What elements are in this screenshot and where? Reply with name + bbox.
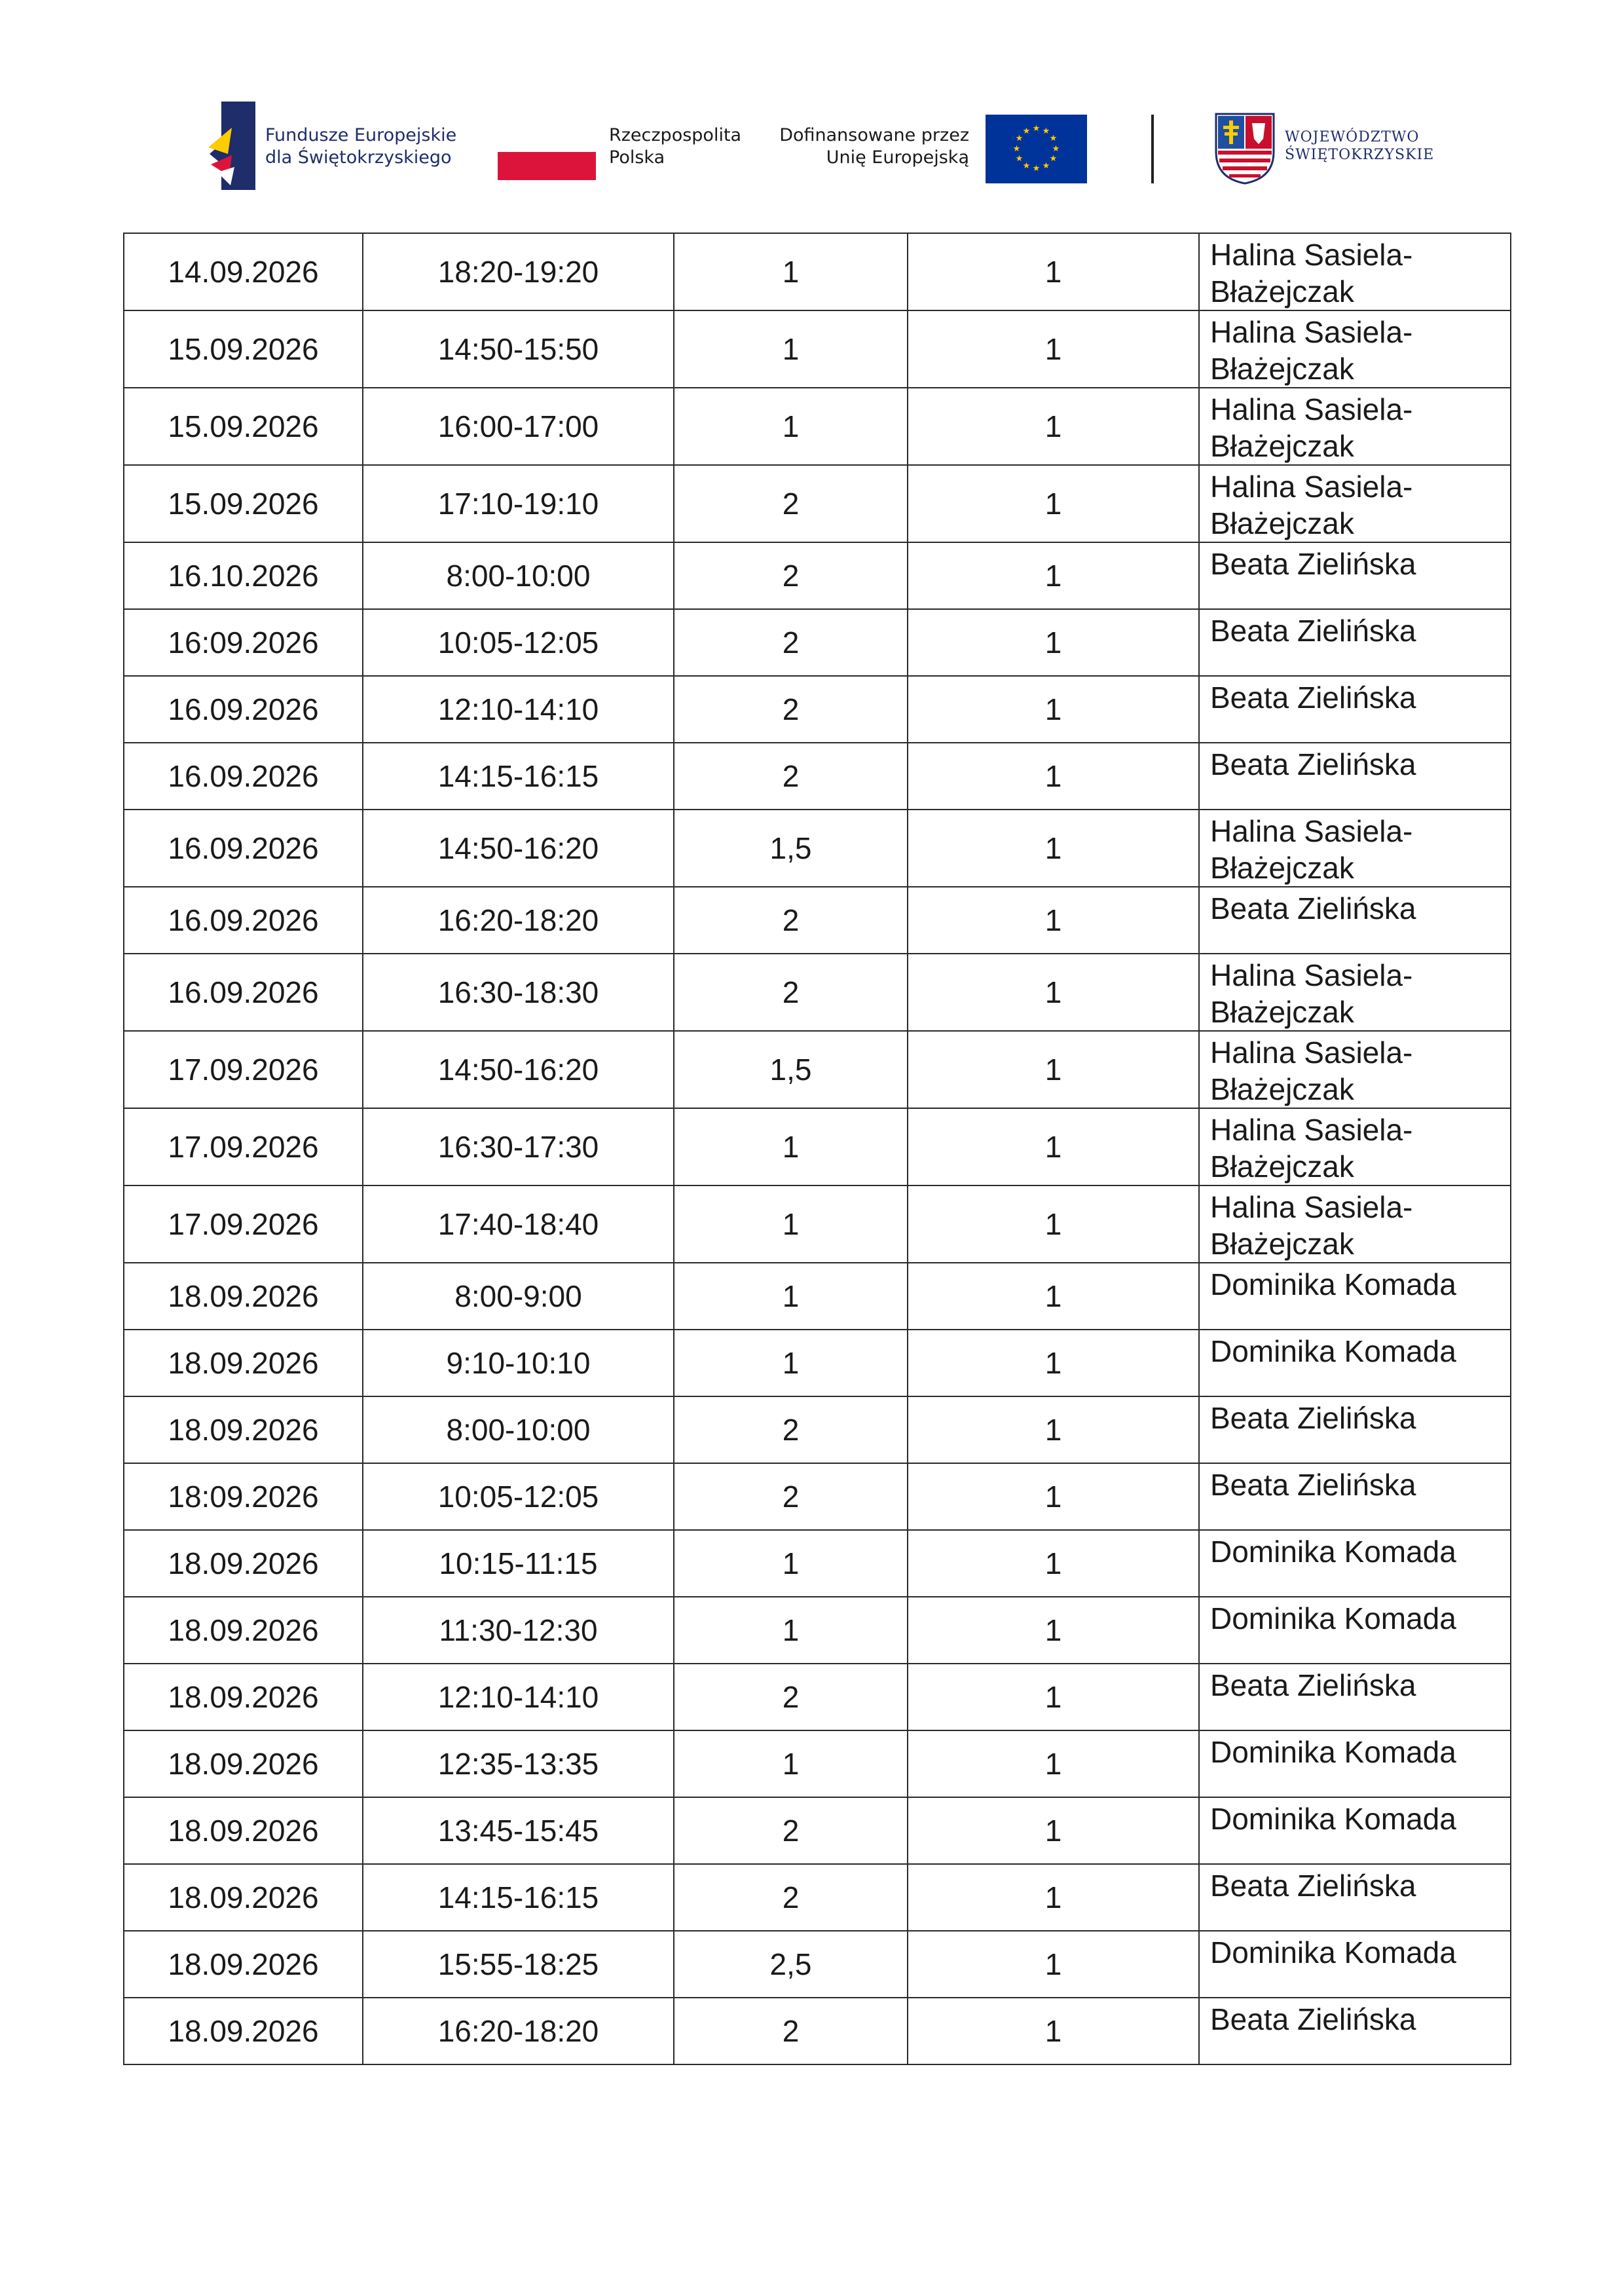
hours-cell: 2 [674, 1664, 908, 1730]
svg-text:★: ★ [1032, 164, 1041, 174]
table-row [124, 810, 1511, 887]
time-cell: 16:30-17:30 [363, 1108, 674, 1185]
teacher-cell [1199, 1330, 1511, 1396]
hours-cell: 2 [674, 1797, 908, 1864]
eu-flag-icon [986, 115, 1087, 183]
group-cell: 1 [908, 1396, 1199, 1463]
teacher-name-line: Beata Zielińska [1210, 614, 1416, 648]
teacher-cell [1199, 233, 1511, 310]
group-cell: 1 [908, 233, 1199, 310]
teacher-cell [1199, 1263, 1511, 1330]
date-cell: 17.09.2026 [124, 1108, 363, 1185]
group-cell: 1 [908, 1463, 1199, 1530]
table-row [124, 1263, 1511, 1330]
date-cell: 15.09.2026 [124, 388, 363, 465]
svg-text:★: ★ [1012, 144, 1021, 154]
eu-line-1: Dofinansowane przez [779, 125, 969, 145]
hours-cell: 2 [674, 1998, 908, 2064]
teacher-name-line: Błażejczak [1210, 1227, 1354, 1261]
teacher-name-line: Błażejczak [1210, 506, 1354, 540]
teacher-name-line: Błażejczak [1210, 429, 1354, 463]
teacher-name-line: Dominika Komada [1210, 1802, 1456, 1836]
hours-cell: 2 [674, 1396, 908, 1463]
date-cell: 16.09.2026 [124, 676, 363, 743]
fe-line-2: dla Świętokrzyskiego [265, 147, 452, 168]
table-row [124, 310, 1511, 388]
teacher-name-line: Dominika Komada [1210, 1935, 1456, 1969]
date-cell: 16.09.2026 [124, 954, 363, 1031]
time-cell: 14:50-15:50 [363, 310, 674, 388]
svg-text:★: ★ [1015, 154, 1024, 164]
table-row [124, 233, 1511, 310]
date-cell: 15.09.2026 [124, 465, 363, 542]
hours-cell: 2 [674, 954, 908, 1031]
fundusze-europejskie-logo-icon [208, 102, 255, 190]
table-row [124, 609, 1511, 676]
time-cell: 9:10-10:10 [363, 1330, 674, 1396]
hours-cell: 2 [674, 743, 908, 810]
time-cell: 16:30-18:30 [363, 954, 674, 1031]
wojewodztwo-text [1285, 128, 1434, 164]
teacher-name-line: Dominika Komada [1210, 1601, 1456, 1635]
group-cell: 1 [908, 1108, 1199, 1185]
time-cell: 13:45-15:45 [363, 1797, 674, 1864]
time-cell: 8:00-10:00 [363, 542, 674, 609]
hours-cell: 1 [674, 1185, 908, 1263]
date-cell: 18.09.2026 [124, 1263, 363, 1330]
teacher-cell [1199, 1931, 1511, 1998]
teacher-cell [1199, 609, 1511, 676]
date-cell: 17.09.2026 [124, 1031, 363, 1108]
teacher-name-line: Halina Sasiela- [1210, 814, 1413, 848]
teacher-name-line: Dominika Komada [1210, 1267, 1456, 1301]
group-cell: 1 [908, 1530, 1199, 1597]
coat-of-arms-icon [1215, 113, 1275, 185]
group-cell: 1 [908, 954, 1199, 1031]
date-cell: 18:09.2026 [124, 1463, 363, 1530]
teacher-cell [1199, 743, 1511, 810]
teacher-cell [1199, 310, 1511, 388]
group-cell: 1 [908, 810, 1199, 887]
teacher-name-line: Beata Zielińska [1210, 547, 1416, 581]
hours-cell: 1 [674, 310, 908, 388]
svg-text:★: ★ [1032, 124, 1041, 134]
time-cell: 12:35-13:35 [363, 1730, 674, 1797]
teacher-name-line: Dominika Komada [1210, 1735, 1456, 1769]
rzeczpospolita-text [609, 124, 741, 169]
table-row [124, 1530, 1511, 1597]
time-cell: 14:50-16:20 [363, 1031, 674, 1108]
table-row [124, 743, 1511, 810]
time-cell: 17:10-19:10 [363, 465, 674, 542]
table-row [124, 388, 1511, 465]
teacher-cell [1199, 1797, 1511, 1864]
group-cell: 1 [908, 1263, 1199, 1330]
teacher-name-line: Beata Zielińska [1210, 681, 1416, 715]
fundusze-europejskie-text [265, 124, 456, 169]
hours-cell: 1,5 [674, 1031, 908, 1108]
table-row [124, 1597, 1511, 1664]
pl-line-2: Polska [609, 147, 665, 168]
svg-text:★: ★ [1022, 126, 1031, 136]
teacher-cell [1199, 1031, 1511, 1108]
teacher-name-line: Halina Sasiela- [1210, 470, 1413, 504]
table-row [124, 1864, 1511, 1931]
hours-cell: 1 [674, 1330, 908, 1396]
teacher-cell [1199, 1530, 1511, 1597]
group-cell: 1 [908, 1998, 1199, 2064]
date-cell: 18.09.2026 [124, 1330, 363, 1396]
table-row [124, 1998, 1511, 2064]
date-cell: 18.09.2026 [124, 1664, 363, 1730]
group-cell: 1 [908, 542, 1199, 609]
teacher-cell [1199, 810, 1511, 887]
group-cell: 1 [908, 1864, 1199, 1931]
table-row [124, 1108, 1511, 1185]
teacher-cell [1199, 542, 1511, 609]
table-row [124, 954, 1511, 1031]
hours-cell: 2 [674, 887, 908, 954]
table-row [124, 676, 1511, 743]
teacher-name-line: Beata Zielińska [1210, 891, 1416, 925]
group-cell: 1 [908, 1185, 1199, 1263]
hours-cell: 1 [674, 233, 908, 310]
time-cell: 14:50-16:20 [363, 810, 674, 887]
group-cell: 1 [908, 1330, 1199, 1396]
teacher-name-line: Beata Zielińska [1210, 1668, 1416, 1702]
teacher-name-line: Beata Zielińska [1210, 1468, 1416, 1502]
hours-cell: 2 [674, 609, 908, 676]
table-row [124, 1664, 1511, 1730]
hours-cell: 2 [674, 1864, 908, 1931]
table-row [124, 1797, 1511, 1864]
svg-text:★: ★ [1052, 144, 1060, 154]
logo-strip [0, 0, 1624, 216]
woj-line-2: ŚWIĘTOKRZYSKIE [1285, 147, 1435, 163]
group-cell: 1 [908, 1031, 1199, 1108]
teacher-name-line: Błażejczak [1210, 274, 1354, 308]
hours-cell: 1 [674, 1730, 908, 1797]
time-cell: 11:30-12:30 [363, 1597, 674, 1664]
teacher-name-line: Halina Sasiela- [1210, 1036, 1413, 1070]
eu-line-2: Unię Europejską [826, 147, 969, 168]
teacher-name-line: Błażejczak [1210, 851, 1354, 885]
teacher-cell [1199, 954, 1511, 1031]
time-cell: 16:20-18:20 [363, 887, 674, 954]
group-cell: 1 [908, 1664, 1199, 1730]
woj-line-1: WOJEWÓDZTWO [1285, 129, 1420, 145]
hours-cell: 2 [674, 542, 908, 609]
teacher-name-line: Halina Sasiela- [1210, 1113, 1413, 1147]
group-cell: 1 [908, 1797, 1199, 1864]
group-cell: 1 [908, 609, 1199, 676]
teacher-cell [1199, 388, 1511, 465]
group-cell: 1 [908, 676, 1199, 743]
time-cell: 10:15-11:15 [363, 1530, 674, 1597]
group-cell: 1 [908, 1730, 1199, 1797]
date-cell: 18.09.2026 [124, 1931, 363, 1998]
hours-cell: 1 [674, 1597, 908, 1664]
teacher-cell [1199, 1185, 1511, 1263]
hours-cell: 1 [674, 1530, 908, 1597]
date-cell: 16.09.2026 [124, 743, 363, 810]
time-cell: 14:15-16:15 [363, 1864, 674, 1931]
teacher-name-line: Halina Sasiela- [1210, 1190, 1413, 1224]
hours-cell: 1 [674, 1263, 908, 1330]
date-cell: 18.09.2026 [124, 1797, 363, 1864]
group-cell: 1 [908, 743, 1199, 810]
teacher-name-line: Halina Sasiela- [1210, 238, 1413, 272]
time-cell: 17:40-18:40 [363, 1185, 674, 1263]
time-cell: 14:15-16:15 [363, 743, 674, 810]
date-cell: 16.09.2026 [124, 887, 363, 954]
teacher-cell [1199, 676, 1511, 743]
table-row [124, 1463, 1511, 1530]
time-cell: 10:05-12:05 [363, 1463, 674, 1530]
date-cell: 18.09.2026 [124, 1998, 363, 2064]
time-cell: 15:55-18:25 [363, 1931, 674, 1998]
table-row [124, 1931, 1511, 1998]
polish-flag-icon [498, 124, 596, 180]
teacher-name-line: Halina Sasiela- [1210, 958, 1413, 992]
schedule-table [123, 233, 1511, 2065]
table-row [124, 1730, 1511, 1797]
time-cell: 12:10-14:10 [363, 676, 674, 743]
svg-text:★: ★ [1042, 126, 1050, 136]
date-cell: 18.09.2026 [124, 1730, 363, 1797]
logo-divider [1151, 115, 1154, 183]
table-row [124, 1396, 1511, 1463]
teacher-cell [1199, 1998, 1511, 2064]
teacher-cell [1199, 1730, 1511, 1797]
time-cell: 16:00-17:00 [363, 388, 674, 465]
teacher-cell [1199, 1864, 1511, 1931]
date-cell: 18.09.2026 [124, 1530, 363, 1597]
svg-text:★: ★ [1042, 161, 1050, 171]
teacher-cell [1199, 1664, 1511, 1730]
date-cell: 17.09.2026 [124, 1185, 363, 1263]
table-row [124, 465, 1511, 542]
date-cell: 16.10.2026 [124, 542, 363, 609]
teacher-name-line: Halina Sasiela- [1210, 392, 1413, 426]
teacher-name-line: Beata Zielińska [1210, 747, 1416, 781]
teacher-name-line: Dominika Komada [1210, 1535, 1456, 1569]
schedule-body [124, 233, 1511, 2064]
time-cell: 16:20-18:20 [363, 1998, 674, 2064]
teacher-cell [1199, 1108, 1511, 1185]
svg-text:★: ★ [1049, 154, 1058, 164]
pl-line-1: Rzeczpospolita [609, 125, 742, 145]
date-cell: 14.09.2026 [124, 233, 363, 310]
teacher-name-line: Beata Zielińska [1210, 1401, 1416, 1435]
teacher-name-line: Beata Zielińska [1210, 1869, 1416, 1903]
date-cell: 18.09.2026 [124, 1396, 363, 1463]
date-cell: 16.09.2026 [124, 810, 363, 887]
hours-cell: 2 [674, 465, 908, 542]
teacher-name-line: Błażejczak [1210, 1149, 1354, 1184]
date-cell: 15.09.2026 [124, 310, 363, 388]
group-cell: 1 [908, 388, 1199, 465]
eu-cofinancing-text [773, 124, 969, 169]
time-cell: 10:05-12:05 [363, 609, 674, 676]
teacher-cell [1199, 1597, 1511, 1664]
svg-text:★: ★ [1015, 134, 1024, 143]
hours-cell: 2,5 [674, 1931, 908, 1998]
teacher-name-line: Błażejczak [1210, 1072, 1354, 1106]
group-cell: 1 [908, 1931, 1199, 1998]
time-cell: 18:20-19:20 [363, 233, 674, 310]
teacher-name-line: Błażejczak [1210, 995, 1354, 1029]
teacher-cell [1199, 1463, 1511, 1530]
hours-cell: 1 [674, 1108, 908, 1185]
group-cell: 1 [908, 465, 1199, 542]
hours-cell: 1 [674, 388, 908, 465]
teacher-name-line: Błażejczak [1210, 352, 1354, 386]
svg-text:★: ★ [1022, 161, 1031, 171]
teacher-name-line: Dominika Komada [1210, 1334, 1456, 1368]
teacher-cell [1199, 465, 1511, 542]
group-cell: 1 [908, 1597, 1199, 1664]
date-cell: 18.09.2026 [124, 1864, 363, 1931]
teacher-cell [1199, 1396, 1511, 1463]
table-row [124, 887, 1511, 954]
group-cell: 1 [908, 310, 1199, 388]
svg-text:★: ★ [1049, 134, 1058, 143]
time-cell: 12:10-14:10 [363, 1664, 674, 1730]
date-cell: 18.09.2026 [124, 1597, 363, 1664]
table-row [124, 1330, 1511, 1396]
teacher-name-line: Beata Zielińska [1210, 2002, 1416, 2036]
time-cell: 8:00-10:00 [363, 1396, 674, 1463]
teacher-name-line: Halina Sasiela- [1210, 315, 1413, 349]
teacher-cell [1199, 887, 1511, 954]
hours-cell: 2 [674, 676, 908, 743]
hours-cell: 2 [674, 1463, 908, 1530]
table-row [124, 1031, 1511, 1108]
date-cell: 16:09.2026 [124, 609, 363, 676]
time-cell: 8:00-9:00 [363, 1263, 674, 1330]
fe-line-1: Fundusze Europejskie [265, 125, 457, 145]
hours-cell: 1,5 [674, 810, 908, 887]
table-row [124, 542, 1511, 609]
table-row [124, 1185, 1511, 1263]
group-cell: 1 [908, 887, 1199, 954]
